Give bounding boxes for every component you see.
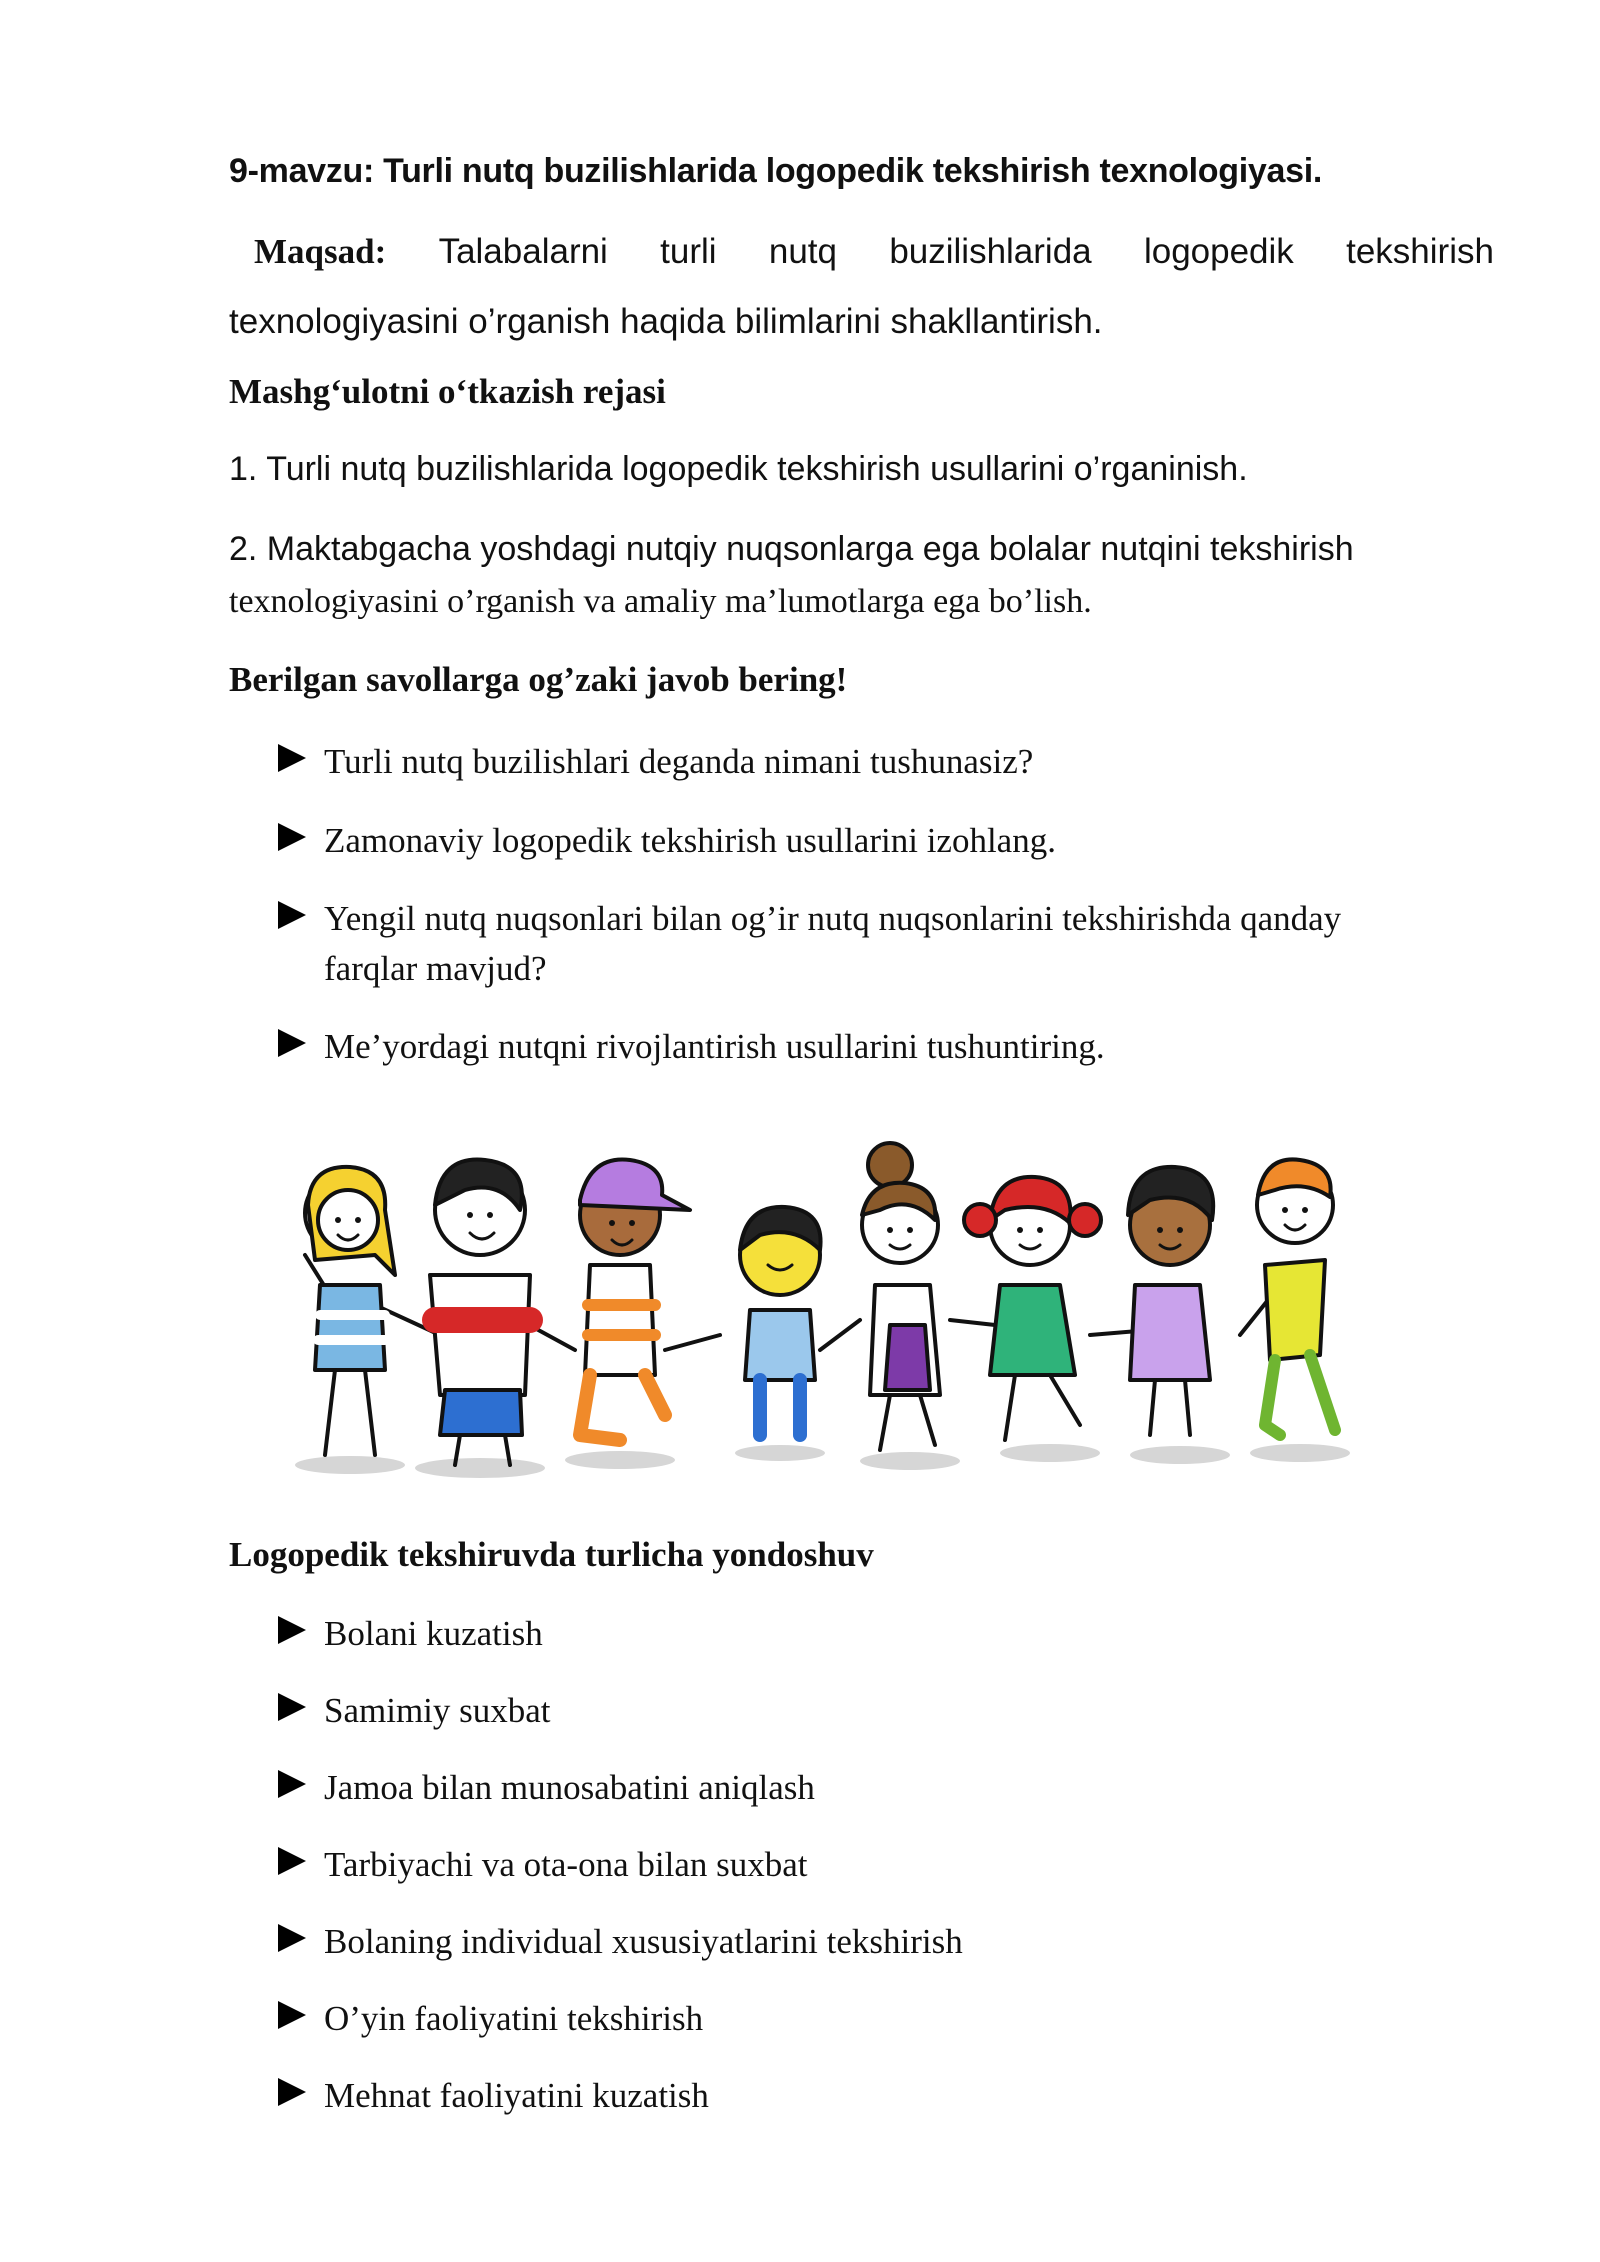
arrow-bullet-icon	[278, 901, 306, 929]
approach-text: Bolani kuzatish	[324, 1614, 543, 1653]
goal-label: Maqsad:	[254, 232, 387, 271]
question-text: farqlar mavjud?	[324, 949, 547, 988]
children-holding-hands-illustration	[290, 1135, 1370, 1485]
arrow-bullet-icon	[278, 1693, 306, 1721]
arrow-bullet-icon	[278, 744, 306, 772]
goal-word: turli	[660, 232, 717, 271]
plan-item-1: 1. Turli nutq buzilishlarida logopedik tekshirish usullarini o’rganinish.	[229, 450, 1248, 488]
arrow-bullet-icon	[278, 2078, 306, 2106]
question-item	[278, 816, 1056, 865]
goal-word: buzilishlarida	[889, 232, 1092, 271]
arrow-bullet-icon	[278, 1029, 306, 1057]
arrow-bullet-icon	[278, 2001, 306, 2029]
approach-item	[278, 1609, 543, 1658]
approach-text: Samimiy suxbat	[324, 1691, 551, 1730]
approach-item	[278, 1763, 815, 1812]
page-title: 9-mavzu: Turli nutq buzilishlarida logopedik tekshirish texnologiyasi.	[229, 152, 1322, 190]
arrow-bullet-icon	[278, 1924, 306, 1952]
goal-word: logopedik	[1143, 232, 1294, 271]
question-text: Me’yordagi nutqni rivojlantirish usullarini tushuntiring.	[324, 1027, 1105, 1066]
approach-text: Bolaning individual xususiyatlarini tekshirish	[324, 1922, 963, 1961]
arrow-bullet-icon	[278, 1616, 306, 1644]
approach-item	[278, 1686, 551, 1735]
approach-text: Mehnat faoliyatini kuzatish	[324, 2076, 709, 2115]
question-text: Zamonaviy logopedik tekshirish usullarini izohlang.	[324, 821, 1056, 860]
goal-word: tekshirish	[1346, 232, 1494, 271]
question-item	[278, 737, 1033, 786]
question-text: Yengil nutq nuqsonlari bilan og’ir nutq nuqsonlarini tekshirishda qanday	[324, 899, 1342, 938]
approach-item	[278, 1840, 808, 1889]
goal-word: nutq	[768, 232, 837, 271]
plan-heading: Mashg‘ulotni o‘tkazish rejasi	[229, 372, 666, 411]
arrow-bullet-icon	[278, 823, 306, 851]
plan-item-2-line-2: texnologiyasini o’rganish va amaliy ma’lumotlarga ega bo’lish.	[229, 583, 1092, 620]
approach-text: Tarbiyachi va ota-ona bilan suxbat	[324, 1845, 808, 1884]
question-item	[278, 894, 1341, 943]
goal-continuation: texnologiyasini o’rganish haqida bilimlarini shakllantirish.	[229, 302, 1103, 341]
approach-item	[278, 1917, 963, 1966]
arrow-bullet-icon	[278, 1770, 306, 1798]
plan-item-2-line-1: 2. Maktabgacha yoshdagi nutqiy nuqsonlarga ega bolalar nutqini tekshirish	[229, 530, 1354, 568]
arrow-bullet-icon	[278, 1847, 306, 1875]
approach-heading: Logopedik tekshiruvda turlicha yondoshuv	[229, 1535, 874, 1574]
question-item	[278, 1022, 1105, 1071]
approach-text: O’yin faoliyatini tekshirish	[324, 1999, 704, 2038]
question-continuation	[324, 944, 547, 993]
questions-heading: Berilgan savollarga og’zaki javob bering!	[229, 660, 848, 699]
goal-word: Talabalarni	[438, 232, 608, 271]
approach-text: Jamoa bilan munosabatini aniqlash	[324, 1768, 815, 1807]
approach-item	[278, 1994, 703, 2043]
goal-line	[254, 232, 1494, 272]
question-text: Turli nutq buzilishlari deganda nimani tushunasiz?	[324, 742, 1034, 781]
approach-item	[278, 2071, 709, 2120]
